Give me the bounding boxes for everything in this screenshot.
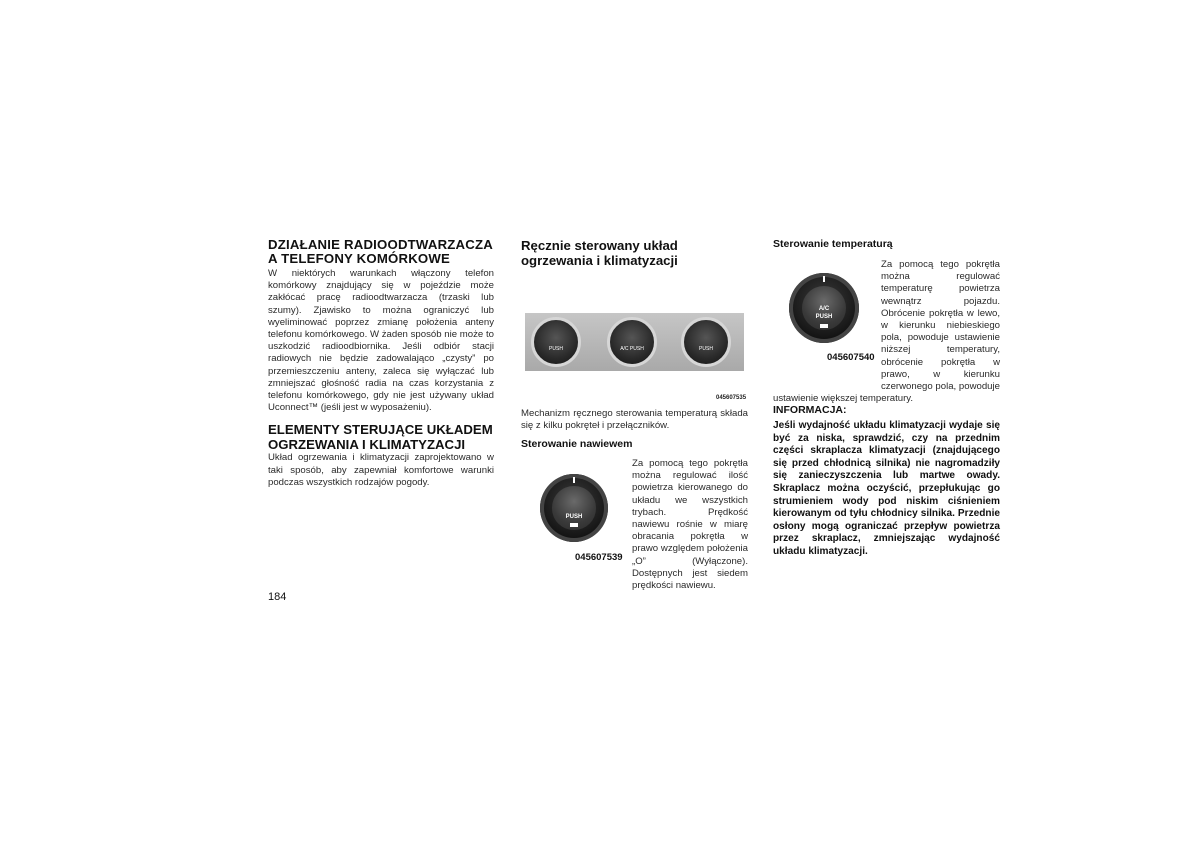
panel-figure-code: 045607535 — [716, 395, 747, 401]
temp-knob-push-label: PUSH — [815, 314, 833, 320]
temp-knob-ac-label: A/C — [818, 306, 830, 312]
fan-knob-indicator — [573, 477, 575, 483]
fan-control-heading: Sterowanie nawiewem — [521, 438, 633, 450]
fan-knob — [540, 474, 608, 542]
fan-knob-label: PUSH — [565, 514, 583, 520]
radio-phone-heading: DZIAŁANIE RADIOODTWARZACZA A TELEFONY KOMÓRKOWE — [268, 237, 493, 266]
left-column — [268, 238, 494, 489]
info-heading: INFORMACJA: — [773, 404, 847, 416]
page-number: 184 — [268, 591, 287, 603]
manual-climate-heading: Ręcznie sterowany układ ogrzewania i klimatyzacji — [521, 238, 678, 268]
temp-control-text — [773, 259, 1000, 405]
radio-phone-paragraph: W niektórych warunkach włączony telefon komórkowy znajdujący się w pojeździe może zakłócać pracę radioodtwarzacza (trzaski lub szumy). Zjawisko to można ograniczyć lub wyeliminować poprzez zmianę położenia anteny telefonu komórkowego. W żaden sposób nie może to uszkodzić radioodbiornika. Jeśli odbiór stacji radiowych nie będzie zadowalająco „czysty” po przemieszczeniu anteny, zaleca się wyłączać lub zmniejszać głośność radia na czas korzystania z telefonu komórkowego, gdy nie jest używany układ Uconnect™ (jeśli jest w wyposażeniu). — [268, 268, 494, 414]
temp-control-text-content: Za pomocą tego pokrętła można regulować temperaturę powietrza wewnątrz pojazdu. Obrócenie pokrętła w lewo, w kierunku niebieskiego pola, powoduje ustawienie niższej temperatury, obrócenie pokrętła w prawo, w kierunku czerwonego pola, powoduje ustawienie większej temperatury. — [773, 259, 1000, 405]
fan-knob-small-label: PUSH — [549, 346, 563, 352]
climate-panel-figure — [525, 313, 744, 371]
fan-knob-led — [570, 523, 578, 527]
climate-controls-heading: ELEMENTY STERUJĄCE UKŁADEM OGRZEWANIA I KLIMATYZACJI — [268, 422, 493, 453]
middle-column — [521, 238, 748, 268]
temp-figure-spacer — [773, 259, 881, 385]
temp-control-heading: Sterowanie temperaturą — [773, 238, 893, 250]
fan-control-text: Za pomocą tego pokrętła można regulować ilość powietrza kierowanego do układu we wszystkich trybach. Prędkość nawiewu rośnie w miarę obracania pokrętła w prawo względem położenia „O” (Wyłączone). Dostępnych jest siedem prędkości nawiewu. — [632, 458, 748, 592]
fan-knob-small — [531, 317, 581, 367]
info-text: Jeśli wydajność układu klimatyzacji wydaje się być za niska, sprawdzić, czy na przednim części skraplacza klimatyzacji (znajdującego się przed chłodnicą silnika) nie nagromadziły się zanieczyszczenia lub martwe owady. Skraplacz można oczyścić, przepłukując go strumieniem wody pod niskim ciśnieniem kierowanym od tyłu chłodnicy silnika. Przednie osłony mogą ograniczać przepływ powietrza przez skraplacz, zmniejszając wydajność układu klimatyzacji. — [773, 420, 1000, 557]
temp-knob-small-label: A/C PUSH — [620, 346, 644, 352]
temp-knob-small — [607, 317, 657, 367]
mode-knob-small-label: PUSH — [699, 346, 713, 352]
panel-caption: Mechanizm ręcznego sterowania temperaturą składa się z kilku pokręteł i przełączników. — [521, 408, 748, 432]
fan-figure-code: 045607539 — [575, 552, 623, 563]
mode-knob-small — [681, 317, 731, 367]
climate-controls-paragraph: Układ ogrzewania i klimatyzacji zaprojektowano w taki sposób, aby zapewniał komfortowe warunki podczas wszystkich rodzajów pogody. — [268, 452, 494, 488]
climate-panel-image — [525, 313, 744, 371]
temp-figure-code: 045607540 — [827, 352, 875, 363]
